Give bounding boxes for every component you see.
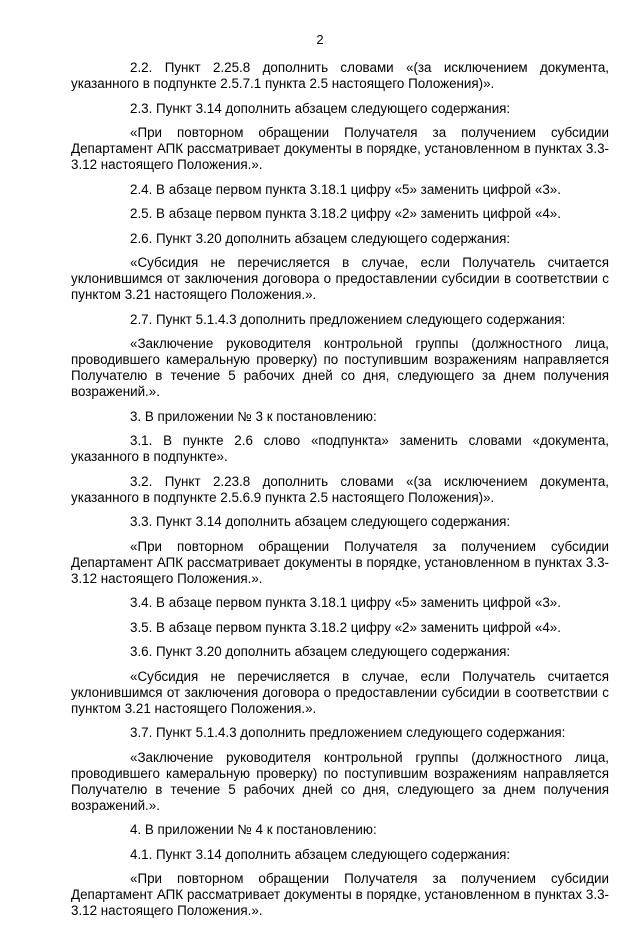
paragraph-2-5: 2.5. В абзаце первом пункта 3.18.2 цифру «2» заменить цифрой «4». [130,206,561,221]
paragraph-2-3-quote: «При повторном обращении Получателя за получением субсидии Департамент АПК рассматривает документы в порядке, установленном в пунктах 3.3-3.12 настоящего Положения.». [71,125,609,172]
paragraph-3-7: 3.7. Пункт 5.1.4.3 дополнить предложением следующего содержания: [130,725,566,740]
paragraph-4: 4. В приложении № 4 к постановлению: [130,822,377,837]
paragraph-3-7-quote: «Заключение руководителя контрольной группы (должностного лица, проводившего камеральную проверку) по поступившим возражениям направляется Получателю в течение 5 рабочих дней со дня, следующего за днем получения возражений.». [71,749,609,813]
paragraph-3-5: 3.5. В абзаце первом пункта 3.18.2 цифру «2» заменить цифрой «4». [130,619,561,635]
paragraph-2-4: 2.4. В абзаце первом пункта 3.18.1 цифру «5» заменить цифрой «3». [130,181,561,197]
paragraph-2-7: 2.7. Пункт 5.1.4.3 дополнить предложением следующего содержания: [130,311,566,327]
paragraph-3-4: 3.4. В абзаце первом пункта 3.18.1 цифру «5» заменить цифрой «3». [130,595,561,610]
paragraph-4-1-quote: «При повторном обращении Получателя за получением субсидии Департамент АПК рассматривает документы в порядке, установленном в пунктах 3.3-3.12 настоящего Положения.». [71,871,609,918]
document-body [71,60,609,928]
paragraph-2-3: 2.3. Пункт 3.14 дополнить абзацем следующего содержания: [130,100,511,116]
paragraph-2-6-quote: «Субсидия не перечисляется в случае, если Получатель считается уклонившимся от заключения договора о предоставлении субсидии в соответствии с пунктом 3.21 настоящего Положения.». [71,255,609,302]
paragraph-3-1: 3.1. В пункте 2.6 слово «подпункта» заменить словами «документа, указанного в подпункте». [71,433,609,464]
paragraph-3-6-quote: «Субсидия не перечисляется в случае, если Получатель считается уклонившимся от заключения договора о предоставлении субсидии в соответствии с пунктом 3.21 настоящего Положения.». [71,668,609,716]
paragraph-2-6: 2.6. Пункт 3.20 дополнить абзацем следующего содержания: [130,230,511,246]
paragraph-3-2: 3.2. Пункт 2.23.8 дополнить словами «(за исключением документа, указанного в подпункте 2.5.6.9 пункта 2.5 настоящего Положения)». [71,473,609,505]
paragraph-3-6: 3.6. Пункт 3.20 дополнить абзацем следующего содержания: [130,644,511,659]
paragraph-2-2: 2.2. Пункт 2.25.8 дополнить словами «(за исключением документа, указанного в подпункте 2.5.7.1 пункта 2.5 настоящего Положения)». [71,60,609,91]
paragraph-3-3-quote: «При повторном обращении Получателя за получением субсидии Департамент АПК рассматривает документы в порядке, установленном в пунктах 3.3-3.12 настоящего Положения.». [71,538,609,586]
page-number: 2 [316,32,324,47]
paragraph-3: 3. В приложении № 3 к постановлению: [130,408,377,424]
paragraph-2-7-quote: «Заключение руководителя контрольной группы (должностного лица, проводившего камеральную проверку) по поступившим возражениям направляется Получателю в течение 5 рабочих дней со дня, следующего за днем получения возражений.». [71,336,609,399]
paragraph-4-1: 4.1. Пункт 3.14 дополнить абзацем следующего содержания: [130,846,511,862]
paragraph-3-3: 3.3. Пункт 3.14 дополнить абзацем следующего содержания: [130,514,511,529]
